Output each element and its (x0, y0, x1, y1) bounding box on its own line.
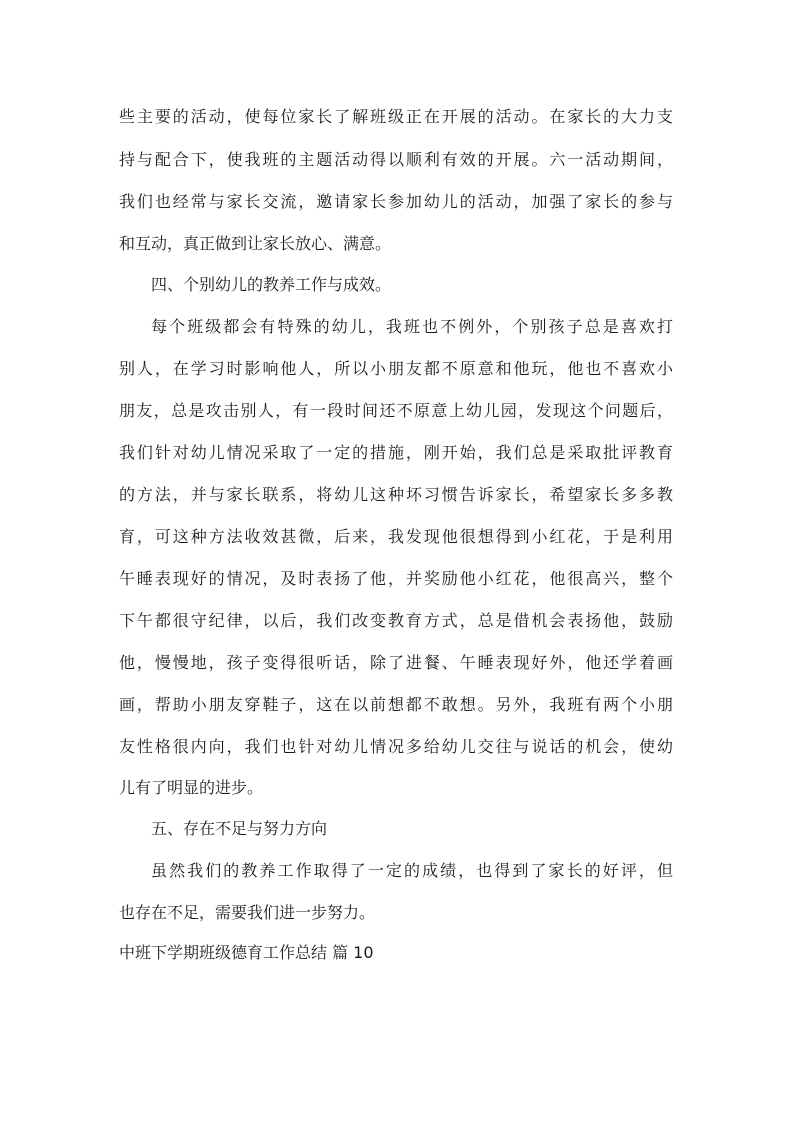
paragraph-line: 和互动，真正做到让家长放心、满意。 (119, 234, 392, 253)
paragraph-line: 育，可这种方法收效甚微，后来，我发现他很想得到小红花，于是利用 (119, 527, 673, 546)
paragraph-line: 午睡表现好的情况，及时表扬了他，并奖励他小红花，他很高兴，整个 (119, 569, 673, 588)
paragraph-line: 他，慢慢地，孩子变得很听话，除了进餐、午睡表现好外，他还学着画 (119, 653, 673, 672)
paragraph-line: 儿有了明显的进步。 (119, 778, 264, 797)
paragraph-line: 别人，在学习时影响他人，所以小朋友都不原意和他玩，他也不喜欢小 (119, 359, 673, 378)
section-heading-five: 五、存在不足与努力方向 (151, 819, 328, 838)
paragraph-line: 我们也经常与家长交流，邀请家长参加幼儿的活动，加强了家长的参与 (119, 192, 673, 211)
paragraph-line: 我们针对幼儿情况采取了一定的措施，刚开始，我们总是采取批评教育 (119, 443, 673, 462)
paragraph-line: 朋友，总是攻击别人，有一段时间还不原意上幼儿园，发现这个问题后， (119, 401, 673, 420)
paragraph-line: 下午都很守纪律，以后，我们改变教育方式，总是借机会表扬他，鼓励 (119, 611, 673, 630)
section-heading-four: 四、个别幼儿的教养工作与成效。 (151, 275, 392, 294)
paragraph-line: 的方法，并与家长联系，将幼儿这种坏习惯告诉家长，希望家长多多教 (119, 485, 673, 504)
paragraph-line: 虽然我们的教养工作取得了一定的成绩，也得到了家长的好评，但 (151, 861, 673, 880)
paragraph-line: 些主要的活动，使每位家长了解班级正在开展的活动。在家长的大力支 (119, 107, 673, 126)
paragraph-line: 持与配合下，使我班的主题活动得以顺利有效的开展。六一活动期间， (119, 150, 673, 169)
next-section-title: 中班下学期班级德育工作总结 篇 10 (119, 943, 374, 962)
paragraph-line: 画，帮助小朋友穿鞋子，这在以前想都不敢想。另外，我班有两个小朋 (119, 695, 673, 714)
paragraph-line: 友性格很内向，我们也针对幼儿情况多给幼儿交往与说话的机会，使幼 (119, 737, 673, 756)
paragraph-line: 每个班级都会有特殊的幼儿，我班也不例外，个别孩子总是喜欢打 (151, 317, 673, 336)
paragraph-line: 也存在不足，需要我们进一步努力。 (119, 903, 376, 922)
